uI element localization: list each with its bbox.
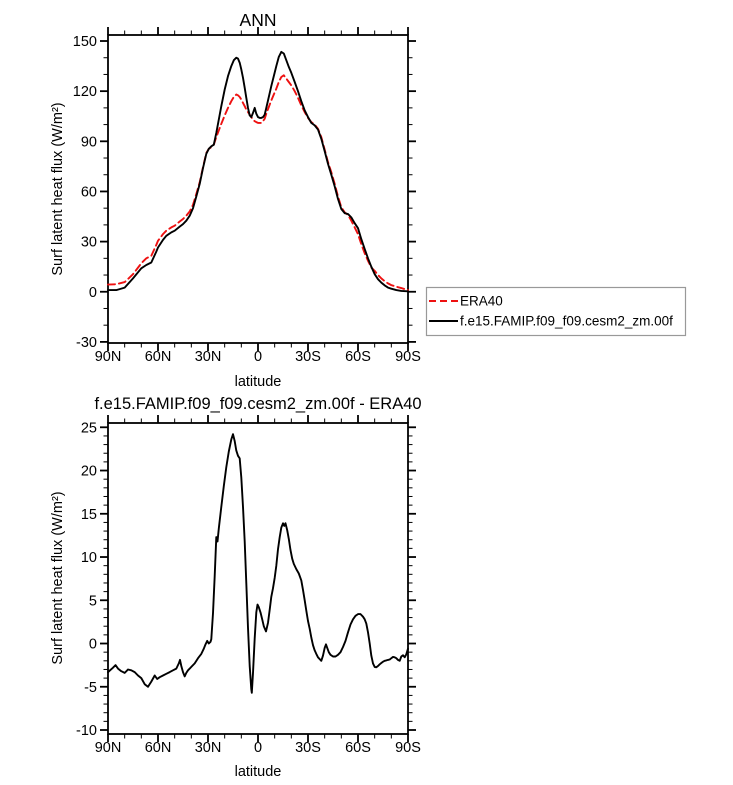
curve-f.e15.FAMIP.f09_f09.cesm2_zm.00f: [108, 52, 408, 291]
y-tick-label: 10: [80, 550, 97, 567]
bottom-chart-curves: [108, 434, 408, 693]
x-tick-label: 90S: [395, 349, 421, 365]
top-chart-title: ANN: [239, 10, 277, 30]
y-tick-label: 120: [72, 84, 97, 101]
y-tick-label: 30: [80, 234, 97, 251]
legend-label-model: f.e15.FAMIP.f09_f09.cesm2_zm.00f: [460, 313, 673, 329]
x-tick-label: 60N: [144, 349, 172, 365]
y-tick-label: -10: [76, 723, 97, 739]
legend: [427, 288, 686, 336]
x-tick-label: 60S: [345, 740, 371, 756]
curve-difference: [108, 434, 408, 693]
y-tick-label: 0: [88, 284, 97, 301]
x-tick-label: 0: [253, 349, 263, 365]
x-tick-label: 60S: [345, 349, 371, 365]
x-tick-label: 90S: [395, 740, 421, 756]
y-tick-label: 150: [72, 34, 97, 51]
x-tick-label: 30N: [194, 349, 222, 365]
bottom-chart-title: f.e15.FAMIP.f09_f09.cesm2_zm.00f - ERA40: [94, 395, 422, 413]
top-chart-ylabel: Surf latent heat flux (W/m²): [50, 102, 66, 276]
plot-frame: [108, 35, 408, 343]
x-tick-label: 90N: [94, 349, 122, 365]
top-chart-axes: [73, 27, 421, 365]
y-tick-label: 5: [88, 593, 97, 610]
y-tick-label: -5: [84, 679, 97, 696]
y-tick-label: -30: [76, 334, 97, 351]
x-tick-label: 30N: [194, 740, 222, 756]
top-chart-curves: [108, 52, 408, 291]
legend-label-era40: ERA40: [460, 293, 503, 309]
y-tick-label: 90: [80, 134, 97, 151]
plot-frame: [108, 423, 408, 734]
x-tick-label: 60N: [144, 740, 172, 756]
y-tick-label: 25: [80, 420, 97, 437]
x-tick-label: 30S: [295, 740, 321, 756]
y-tick-label: 20: [80, 463, 97, 480]
x-tick-label: 0: [253, 740, 263, 756]
top-chart-xlabel: latitude: [234, 374, 282, 390]
bottom-chart-ylabel: Surf latent heat flux (W/m²): [50, 491, 66, 665]
y-tick-label: 15: [80, 506, 97, 523]
bottom-chart-axes: [76, 415, 421, 756]
top-chart: [50, 10, 686, 390]
bottom-chart: [50, 395, 422, 780]
y-tick-label: 60: [80, 184, 97, 201]
x-tick-label: 30S: [295, 349, 321, 365]
x-tick-label: 90N: [94, 740, 122, 756]
y-tick-label: 0: [88, 636, 97, 653]
bottom-chart-xlabel: latitude: [234, 764, 282, 780]
